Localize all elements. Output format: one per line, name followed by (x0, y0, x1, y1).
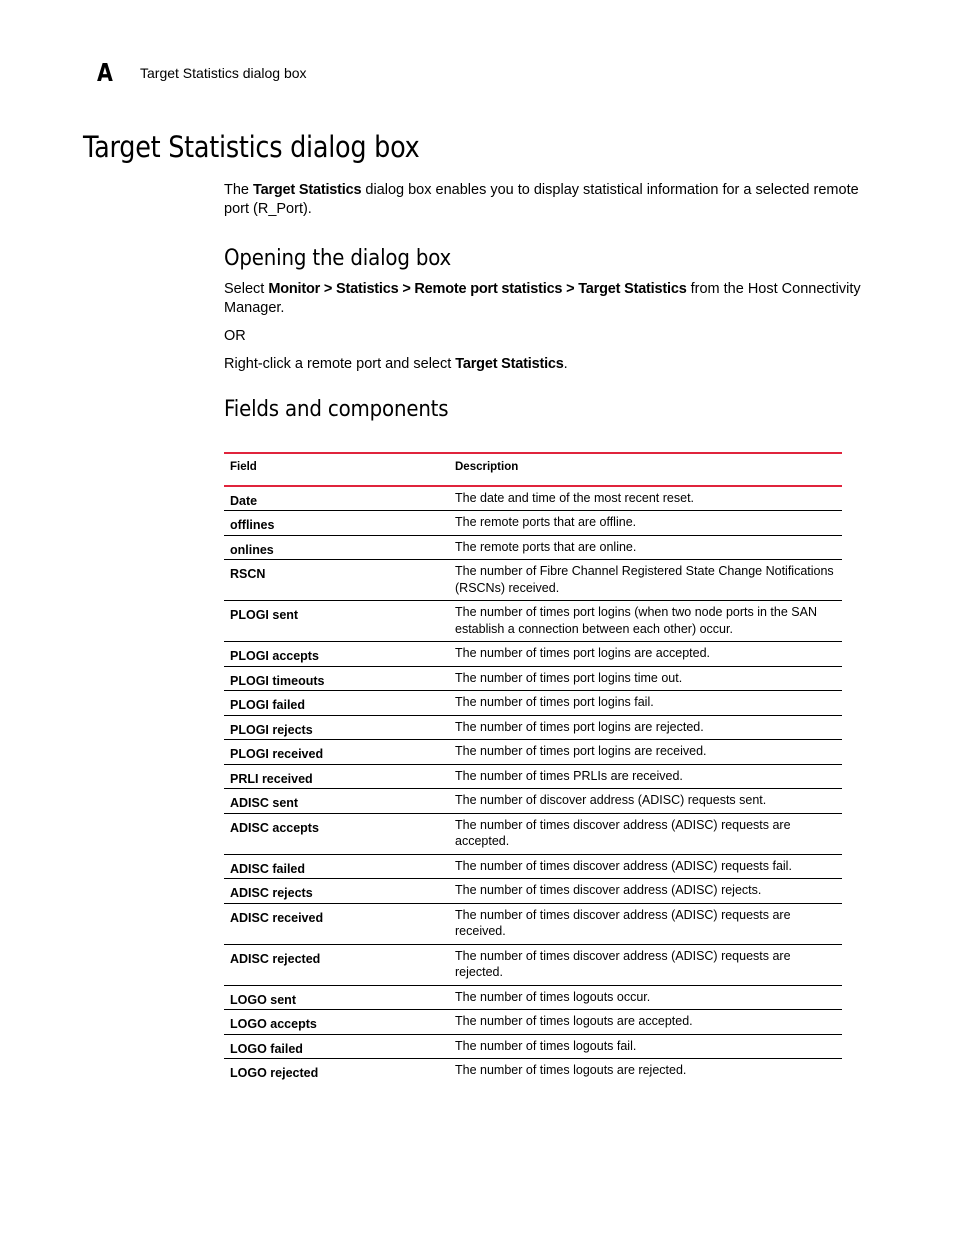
table-row (224, 486, 842, 511)
field-description-cell: The number of times port logins are accepted. (449, 642, 842, 667)
or-text: OR (224, 328, 246, 344)
table-row (224, 813, 842, 854)
table-row (224, 789, 842, 814)
field-name-cell: PLOGI timeouts (224, 666, 449, 691)
running-head (97, 58, 307, 87)
column-header-description: Description (449, 453, 842, 486)
field-description-cell: The number of times logouts are accepted. (449, 1010, 842, 1035)
field-name-cell: LOGO failed (224, 1034, 449, 1059)
field-name-cell: Date (224, 486, 449, 511)
field-description-cell: The number of times logouts occur. (449, 985, 842, 1010)
field-name-cell: ADISC accepts (224, 813, 449, 854)
fields-table (224, 452, 842, 1083)
table-body (224, 486, 842, 1083)
running-head-title: Target Statistics dialog box (140, 65, 307, 81)
field-description-cell: The number of times PRLIs are received. (449, 764, 842, 789)
table-row (224, 715, 842, 740)
main-content (224, 180, 874, 422)
field-name-cell: PRLI received (224, 764, 449, 789)
right-click-text: Right-click a remote port and select (224, 356, 456, 372)
appendix-letter: A (97, 58, 113, 87)
field-name-cell: onlines (224, 535, 449, 560)
field-name-cell: ADISC sent (224, 789, 449, 814)
field-description-cell: The date and time of the most recent reset. (449, 486, 842, 511)
table-row (224, 1059, 842, 1083)
field-name-cell: PLOGI accepts (224, 642, 449, 667)
intro-text: The (224, 182, 254, 198)
table-row (224, 535, 842, 560)
field-name-cell: LOGO accepts (224, 1010, 449, 1035)
field-name-cell: PLOGI rejects (224, 715, 449, 740)
page-title: Target Statistics dialog box (83, 130, 420, 164)
field-description-cell: The number of times discover address (ADISC) requests are received. (449, 903, 842, 944)
field-name-cell: RSCN (224, 560, 449, 601)
table-row (224, 903, 842, 944)
field-description-cell: The number of times port logins are received. (449, 740, 842, 765)
table-row (224, 666, 842, 691)
field-name-cell: offlines (224, 511, 449, 536)
field-description-cell: The number of times port logins (when two node ports in the SAN establish a connection between each other) occur. (449, 601, 842, 642)
table-row (224, 740, 842, 765)
fields-heading: Fields and components (224, 397, 449, 422)
column-header-field: Field (224, 453, 449, 486)
table-row (224, 560, 842, 601)
right-click-period: . (563, 356, 568, 372)
field-name-cell: PLOGI failed (224, 691, 449, 716)
field-description-cell: The number of discover address (ADISC) requests sent. (449, 789, 842, 814)
table-row (224, 944, 842, 985)
opening-heading: Opening the dialog box (224, 246, 452, 271)
table-row (224, 1034, 842, 1059)
field-name-cell: PLOGI received (224, 740, 449, 765)
field-name-cell: ADISC rejected (224, 944, 449, 985)
field-description-cell: The number of times port logins fail. (449, 691, 842, 716)
table-row (224, 985, 842, 1010)
field-name-cell: ADISC rejects (224, 879, 449, 904)
field-description-cell: The number of times logouts are rejected. (455, 1063, 687, 1077)
field-description-cell: The number of times discover address (ADISC) requests are accepted. (449, 813, 842, 854)
table-row (224, 879, 842, 904)
table-row (224, 691, 842, 716)
field-description-cell: The number of times discover address (ADISC) requests are rejected. (449, 944, 842, 985)
field-name-cell: PLOGI sent (224, 601, 449, 642)
table-row (224, 1010, 842, 1035)
field-name-cell: ADISC received (224, 903, 449, 944)
right-click-instruction (224, 355, 874, 374)
table-row (224, 601, 842, 642)
intro-paragraph (224, 181, 874, 219)
table-header-row (224, 453, 842, 486)
table-row (224, 642, 842, 667)
field-description-cell: The number of times discover address (ADISC) requests fail. (449, 854, 842, 879)
field-description-cell: The remote ports that are online. (449, 535, 842, 560)
table-row (224, 764, 842, 789)
right-click-bold-term: Target Statistics (455, 356, 564, 372)
field-name-cell: LOGO rejected (230, 1066, 319, 1080)
table-row (224, 511, 842, 536)
field-description-cell: The number of times port logins time out. (449, 666, 842, 691)
select-text-rest: from the Host Connectivity Manager. (224, 281, 861, 316)
field-name-cell: ADISC failed (224, 854, 449, 879)
intro-text-rest: dialog box enables you to display statistical information for a selected remote port (R_Port). (224, 182, 859, 217)
field-description-cell: The number of Fibre Channel Registered State Change Notifications (RSCNs) received. (449, 560, 842, 601)
field-description-cell: The number of times discover address (ADISC) rejects. (449, 879, 842, 904)
intro-bold-term: Target Statistics (253, 182, 362, 198)
field-description-cell: The number of times port logins are rejected. (449, 715, 842, 740)
menu-path: Monitor > Statistics > Remote port statistics > Target Statistics (268, 281, 687, 297)
select-instruction (224, 280, 874, 318)
field-name-cell: LOGO sent (224, 985, 449, 1010)
table-row (224, 854, 842, 879)
select-text: Select (224, 281, 269, 297)
field-description-cell: The remote ports that are offline. (449, 511, 842, 536)
field-description-cell: The number of times logouts fail. (449, 1034, 842, 1059)
